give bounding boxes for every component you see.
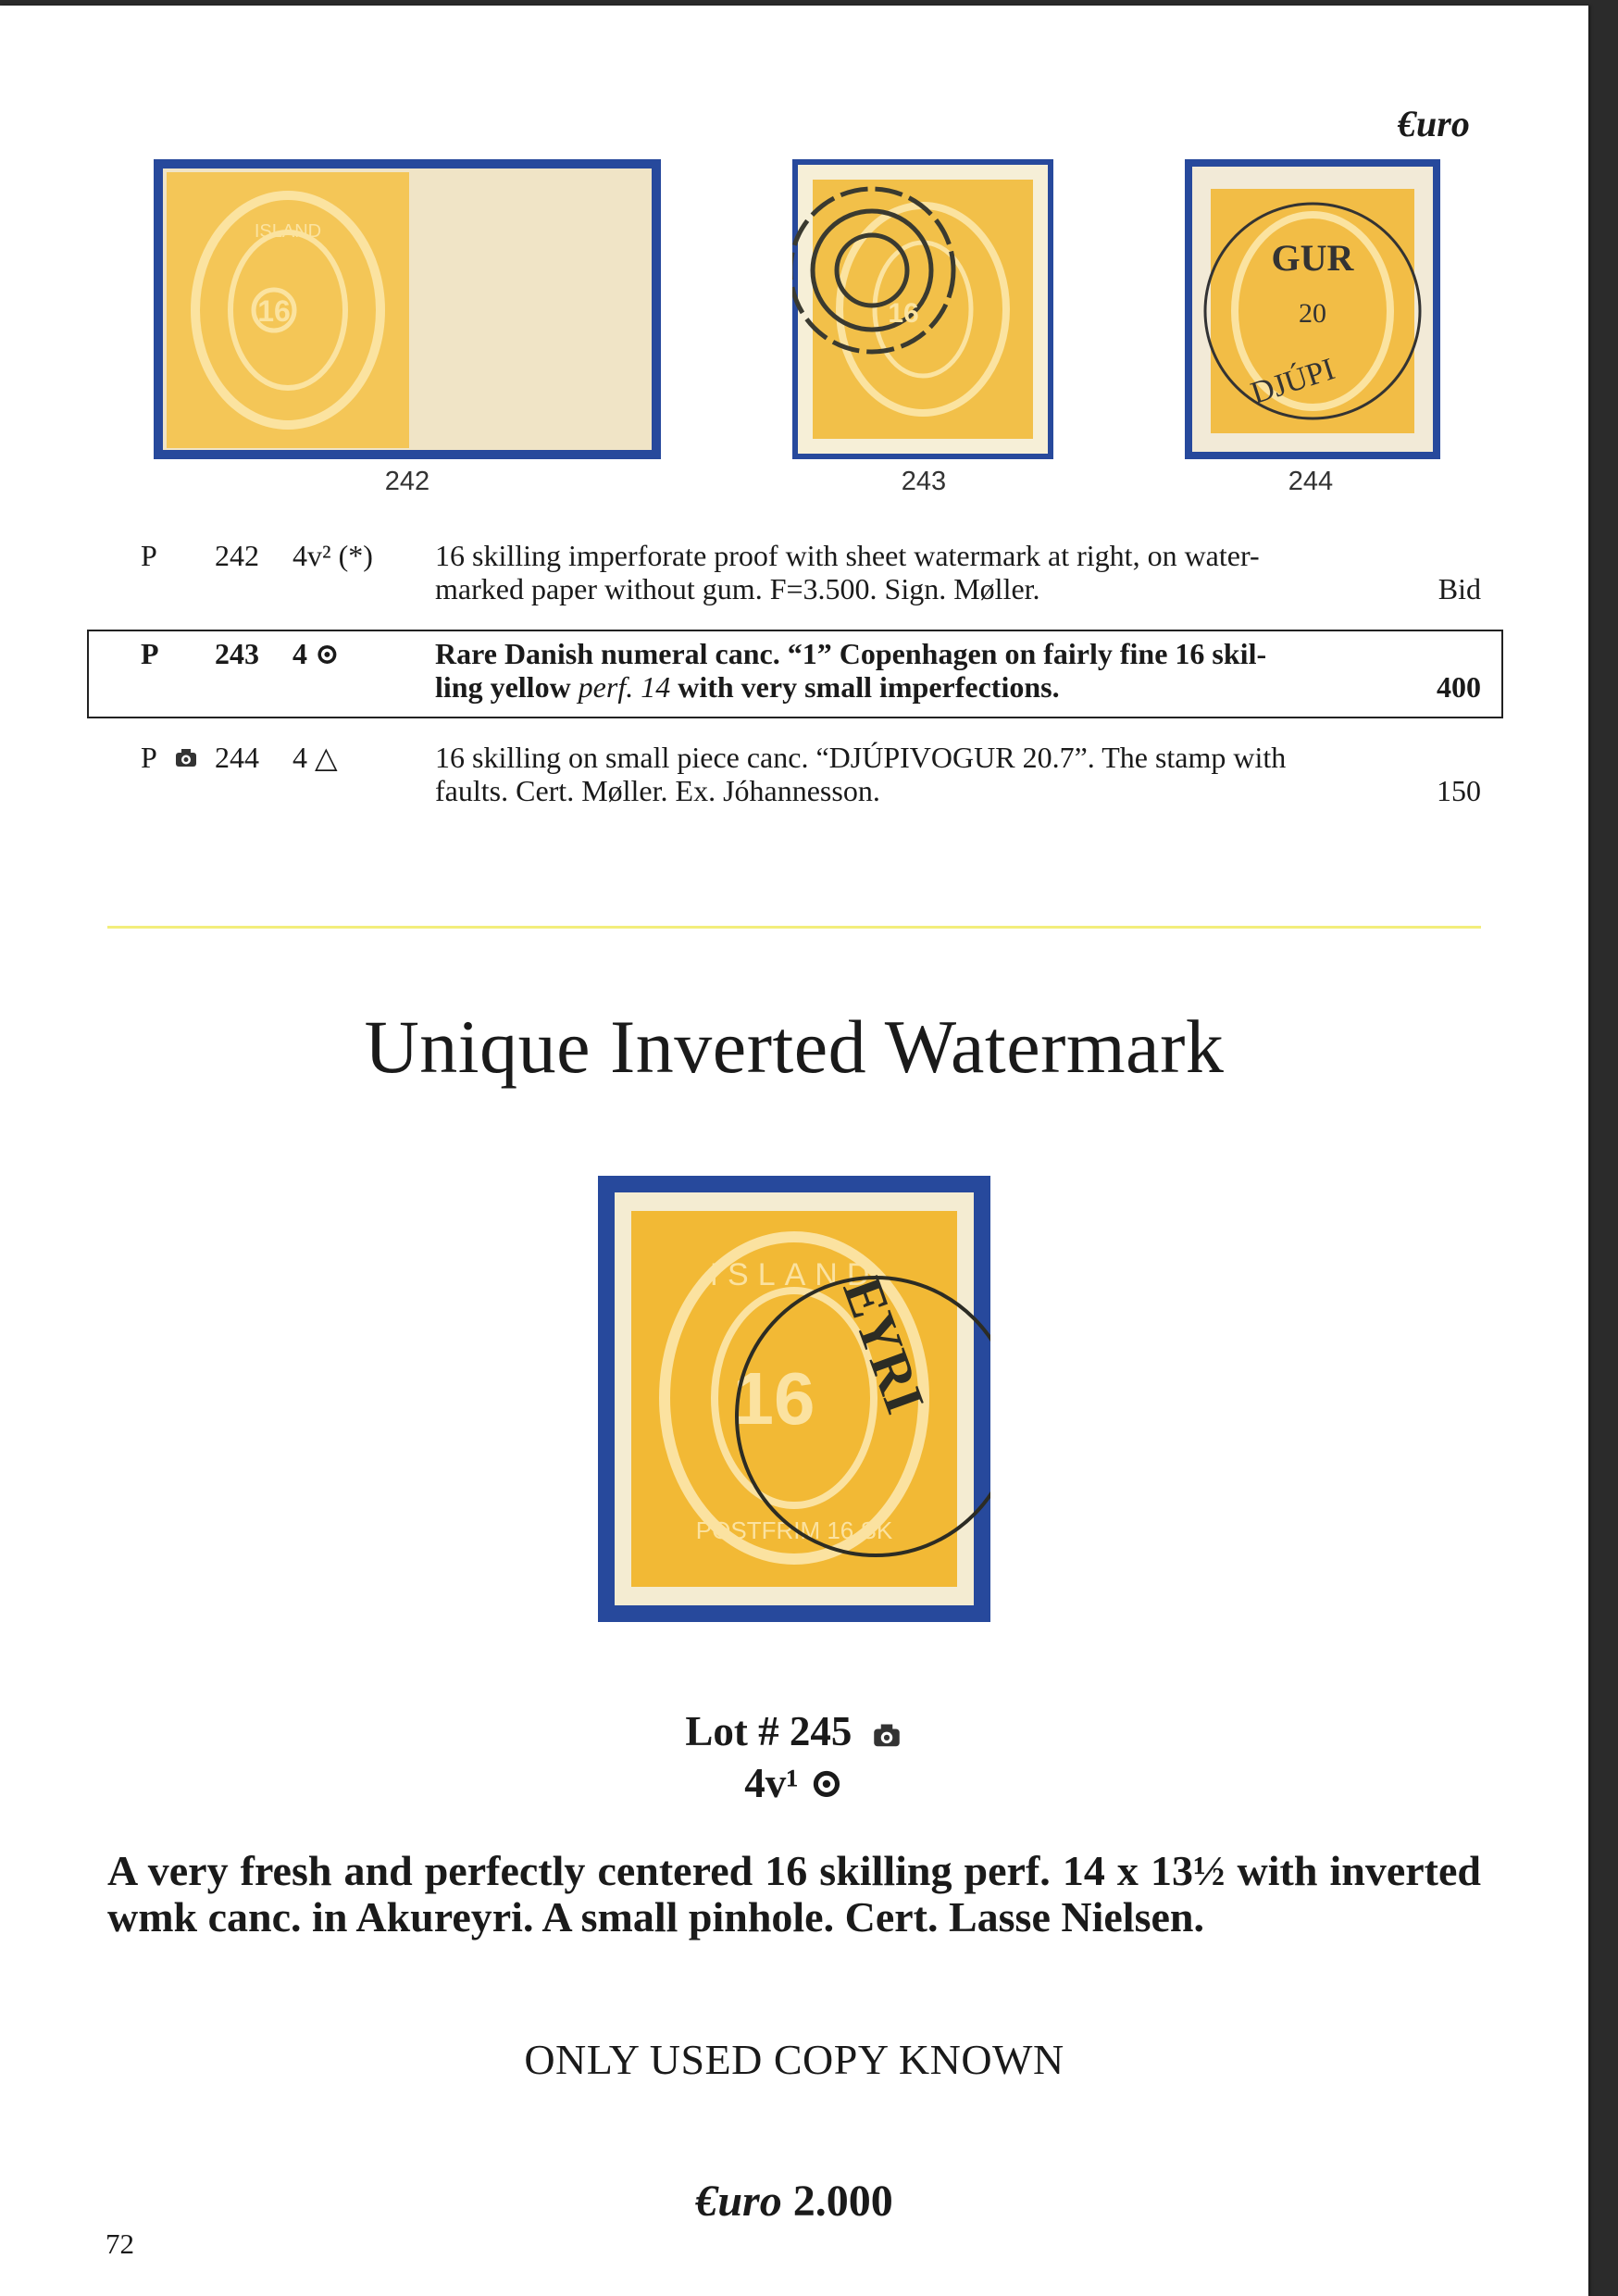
lot-number: 244 bbox=[215, 741, 259, 774]
lot-price: 150 bbox=[1437, 774, 1481, 807]
lot-number: 243 bbox=[215, 637, 259, 670]
lot-prefix: P bbox=[141, 539, 157, 572]
lot-catalog: 4v² (*) bbox=[292, 539, 373, 572]
feature-lot-catalog: 4v¹ ⊙ bbox=[744, 1760, 844, 1806]
lot-description bbox=[435, 637, 1398, 704]
lot-description-line: 16 skilling on small piece canc. “DJÚPIVOGUR 20.7”. The stamp with bbox=[435, 741, 1287, 774]
lot-number: 242 bbox=[215, 539, 259, 572]
camera-icon bbox=[870, 1712, 903, 1760]
lot-prefix: P bbox=[141, 637, 159, 670]
stamp-caption-243: 243 bbox=[901, 467, 947, 496]
svg-text:POSTFRIM 16 SK: POSTFRIM 16 SK bbox=[695, 1516, 893, 1544]
lot-catalog: 4 ⊙ bbox=[292, 637, 340, 670]
svg-text:16: 16 bbox=[732, 1357, 815, 1440]
stamp-image-243 bbox=[792, 159, 1053, 459]
svg-text:ISLAND: ISLAND bbox=[709, 1257, 879, 1292]
svg-text:16: 16 bbox=[257, 294, 291, 328]
camera-icon bbox=[174, 742, 198, 776]
stamp-243-picture bbox=[792, 159, 1053, 459]
page-number: 72 bbox=[106, 2227, 134, 2260]
svg-text:GUR: GUR bbox=[1271, 237, 1354, 279]
catalogue-page bbox=[0, 6, 1588, 2296]
lot-description-line: 16 skilling imperforate proof with sheet watermark at right, on water- bbox=[435, 539, 1260, 572]
stamp-244-picture bbox=[1185, 159, 1440, 459]
lot-price: Bid bbox=[1438, 572, 1481, 605]
svg-text:16: 16 bbox=[888, 298, 919, 329]
svg-text:20: 20 bbox=[1299, 298, 1326, 329]
svg-text:ISLAND: ISLAND bbox=[254, 221, 322, 242]
lot-catalog: 4 △ bbox=[292, 741, 338, 774]
currency-header: €uro bbox=[1398, 103, 1470, 144]
desc-part: with very small imperfections. bbox=[670, 670, 1060, 704]
stamp-image-245 bbox=[598, 1176, 990, 1622]
stamp-caption-242: 242 bbox=[384, 467, 430, 496]
lot-prefix: P bbox=[141, 741, 157, 774]
stamp-image-242 bbox=[154, 159, 661, 459]
lot-description-line: Rare Danish numeral canc. “1” Copenhagen on fairly fine 16 skil- bbox=[435, 637, 1267, 670]
stamp-245-picture bbox=[598, 1176, 990, 1622]
feature-lot-title bbox=[0, 1707, 1588, 1760]
feature-lot-number: Lot # 245 bbox=[685, 1708, 853, 1754]
desc-part: ling yellow bbox=[435, 670, 579, 704]
desc-part-italic: perf. 14 bbox=[578, 670, 671, 704]
stamp-242-picture bbox=[154, 159, 661, 459]
stamp-image-244 bbox=[1185, 159, 1440, 459]
lot-description-line: faults. Cert. Møller. Ex. Jóhannesson. bbox=[435, 774, 880, 807]
lot-description bbox=[435, 741, 1398, 807]
lot-description bbox=[435, 539, 1398, 605]
lot-price: 400 bbox=[1437, 670, 1481, 704]
feature-headline: Unique Inverted Watermark bbox=[364, 1004, 1225, 1089]
section-divider bbox=[107, 926, 1481, 929]
feature-description: A very fresh and perfectly centered 16 skilling perf. 14 x 13½ with inverted wmk canc. in Akureyri. A small pinhole. Cert. Lasse Nielsen. bbox=[107, 1847, 1481, 1940]
feature-price-value: 2.000 bbox=[792, 2177, 893, 2226]
feature-price-currency: €uro bbox=[695, 2177, 782, 2226]
stamp-caption-244: 244 bbox=[1288, 467, 1334, 496]
svg-text:DJÚPI: DJÚPI bbox=[1247, 352, 1339, 411]
lot-description-line: marked paper without gum. F=3.500. Sign. Møller. bbox=[435, 572, 1040, 605]
feature-price bbox=[0, 2176, 1588, 2227]
feature-note: ONLY USED COPY KNOWN bbox=[524, 2036, 1064, 2083]
svg-text:EYRI: EYRI bbox=[831, 1269, 937, 1421]
lot-description-line bbox=[435, 670, 1398, 704]
